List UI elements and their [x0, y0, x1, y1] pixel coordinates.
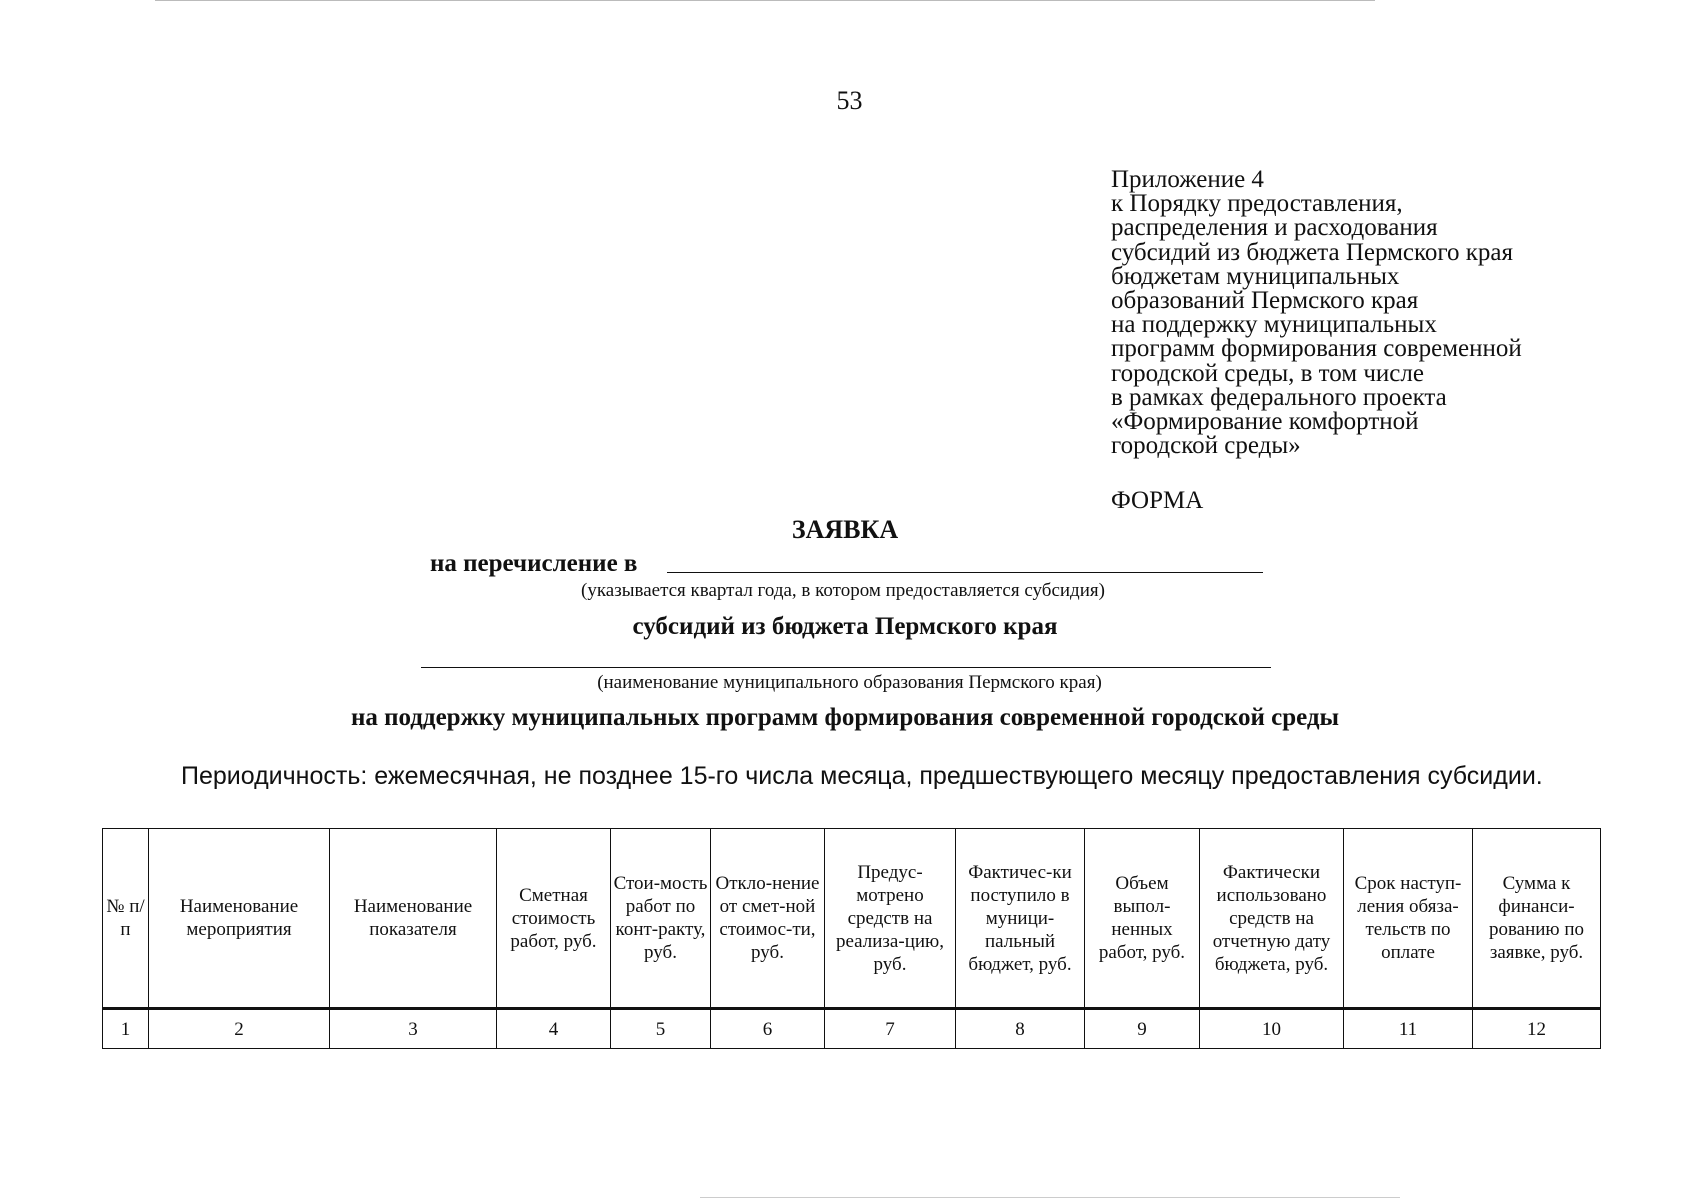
column-number: 11: [1344, 1009, 1473, 1049]
subsidy-line: субсидий из бюджета Пермского края: [632, 613, 1058, 640]
table-header-row: [103, 829, 1601, 1009]
column-number: 3: [330, 1009, 497, 1049]
appendix-line: на поддержку муниципальных: [1111, 311, 1437, 339]
column-header: Срок наступ-ления обяза-тельств по оплате: [1344, 829, 1473, 1009]
column-number: 2: [149, 1009, 330, 1049]
appendix-line: субсидий из бюджета Пермского края: [1111, 238, 1514, 266]
municipality-blank-field[interactable]: [421, 667, 1271, 668]
column-number-row: [103, 1009, 1601, 1049]
column-header: Наименование мероприятия: [149, 829, 330, 1009]
municipality-hint: (наименование муниципального образования Пермского края): [597, 672, 1102, 693]
appendix-line: образований Пермского края: [1111, 287, 1419, 315]
column-number: 8: [956, 1009, 1085, 1049]
page-number: 53: [836, 86, 863, 115]
purpose-line: на поддержку муниципальных программ формирования современной городской среды: [350, 704, 1340, 731]
quarter-hint: (указывается квартал года, в котором предоставляется субсидия): [581, 580, 1105, 601]
column-header: № п/п: [103, 829, 149, 1009]
appendix-line: к Порядку предоставления,: [1111, 190, 1403, 218]
column-header: Сметная стоимость работ, руб.: [497, 829, 611, 1009]
scan-edge-bottom: [700, 1197, 1400, 1198]
column-header: Объем выпол-ненных работ, руб.: [1085, 829, 1200, 1009]
transfer-line: на перечисление в: [430, 550, 638, 577]
column-header: Фактически использовано средств на отчетную дату бюджета, руб.: [1200, 829, 1344, 1009]
appendix-line: бюджетам муниципальных: [1111, 262, 1400, 290]
appendix-line: «Формирование комфортной: [1111, 408, 1419, 436]
column-number: 5: [611, 1009, 711, 1049]
appendix-block: [1111, 168, 1522, 458]
appendix-line: городской среды»: [1111, 432, 1301, 460]
appendix-line: городской среды, в том числе: [1111, 359, 1424, 387]
appendix-line: программ формирования современной: [1111, 335, 1522, 363]
column-number: 7: [825, 1009, 956, 1049]
appendix-line: Приложение 4: [1111, 166, 1264, 193]
periodicity-text: Периодичность: ежемесячная, не позднее 15-го числа месяца, предшествующего месяцу предоставления субсидии.: [181, 762, 1543, 790]
column-number: 10: [1200, 1009, 1344, 1049]
request-table: [102, 828, 1601, 1049]
form-label: ФОРМА: [1111, 487, 1204, 514]
scan-edge-top: [155, 0, 1375, 1]
column-number: 9: [1085, 1009, 1200, 1049]
column-header: Наименование показателя: [330, 829, 497, 1009]
column-header: Откло-нение от смет-ной стоимос-ти, руб.: [711, 829, 825, 1009]
column-number: 12: [1473, 1009, 1601, 1049]
column-header: Предус-мотрено средств на реализа-цию, руб.: [825, 829, 956, 1009]
quarter-blank-field[interactable]: [667, 572, 1263, 573]
column-number: 1: [103, 1009, 149, 1049]
document-title: ЗАЯВКА: [791, 515, 899, 544]
column-number: 4: [497, 1009, 611, 1049]
column-header: Фактичес-ки поступило в муници-пальный бюджет, руб.: [956, 829, 1085, 1009]
column-header: Стои-мость работ по конт-ракту, руб.: [611, 829, 711, 1009]
column-header: Сумма к финанси-рованию по заявке, руб.: [1473, 829, 1601, 1009]
appendix-line: в рамках федерального проекта: [1111, 383, 1447, 411]
column-number: 6: [711, 1009, 825, 1049]
appendix-line: распределения и расходования: [1111, 214, 1438, 242]
